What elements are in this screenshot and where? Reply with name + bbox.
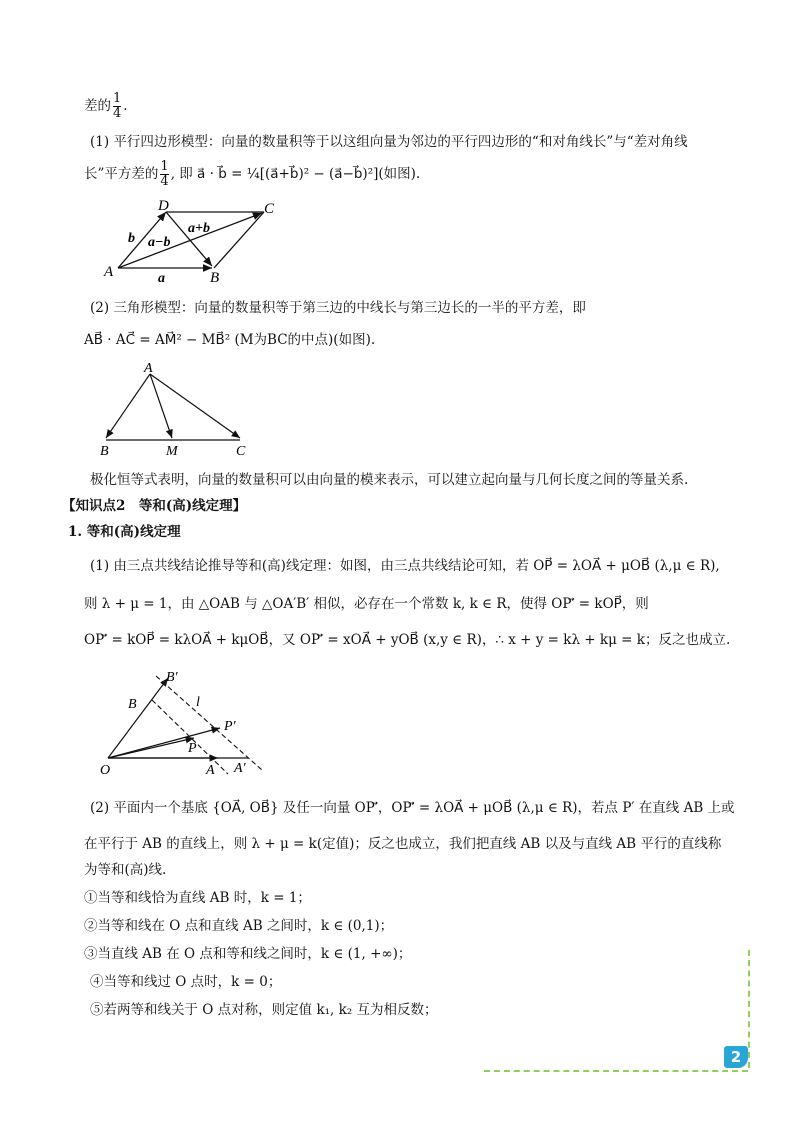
label-l: l — [196, 695, 200, 710]
label-D: D — [158, 198, 169, 214]
label-B-prime: B′ — [166, 670, 178, 685]
list-item: ③当直线 AB 在 O 点和等和线之间时，k ∈ (1, +∞)； — [84, 946, 412, 962]
frac-num: 1 — [160, 159, 169, 174]
para1b-line — [84, 160, 420, 189]
intro-line: 差的 $\frac{1}{4}$ . — [84, 91, 128, 121]
intro-text: 差的 — [84, 98, 111, 114]
label-B: B — [210, 270, 220, 286]
fraction-2 — [160, 160, 168, 189]
label-A: A — [104, 264, 114, 280]
para1: (1) 平行四边形模型：向量的数量积等于以这组向量为邻边的平行四边形的“和对角线长”与“差对角线 — [90, 134, 688, 150]
label-P-prime: P′ — [224, 719, 236, 734]
para4c: OP′⃗ = kOP⃗ = kλOA⃗ + kμOB⃗，又 OP′⃗ = xOA⃗ + yOB⃗ (x,y ∈ R)，∴ x + y = kλ + kμ = k；反之也成立. — [84, 632, 731, 648]
para5a: (2) 平面内一个基底 {OA⃗, OB⃗} 及任一向量 OP′⃗，OP′⃗ = λOA⃗ + μOB⃗ (λ,μ ∈ R)，若点 P′ 在直线 AB 上或 — [90, 800, 735, 816]
para3: 极化恒等式表明，向量的数量积可以由向量的模来表示，可以建立起向量与几何长度之间的等量关系. — [90, 472, 689, 488]
sub-heading: 1. 等和(高)线定理 — [68, 524, 181, 540]
label-b: b — [128, 231, 135, 246]
label-a-plus-b: a+b — [188, 221, 210, 236]
parallelogram-figure — [96, 196, 286, 286]
list-item: ⑤若两等和线关于 O 点对称，则定值 k₁, k₂ 互为相反数； — [90, 1002, 438, 1018]
label-P: P — [188, 741, 197, 756]
list-item: ④当等和线过 O 点时，k = 0； — [90, 974, 282, 990]
frac-den: 4 — [160, 174, 169, 189]
label-O: O — [100, 763, 111, 778]
para1b-text: 长”平方差的 — [84, 166, 159, 182]
label-C: C — [236, 444, 246, 459]
label-B: B — [128, 697, 137, 712]
label-A: A — [144, 361, 153, 376]
list-item: ①当等和线恰为直线 AB 时，k = 1； — [84, 890, 311, 906]
label-B: B — [100, 444, 109, 459]
label-A: A — [206, 763, 215, 778]
para5b: 在平行于 AB 的直线上，则 λ + μ = k(定值)；反之也成立，我们把直线 AB 以及与直线 AB 平行的直线称 — [84, 836, 722, 852]
page-border-vertical — [748, 950, 750, 1068]
section-heading: 【知识点2 等和(高)线定理】 — [62, 498, 247, 514]
para5c: 为等和(高)线. — [84, 862, 167, 878]
label-A-prime: A′ — [234, 761, 246, 776]
para2: (2) 三角形模型：向量的数量积等于第三边的中线长与第三边长的一半的平方差，即 — [90, 300, 586, 316]
formula1: , 即 a⃗ · b⃗ = ¼[(a⃗+b⃗)² − (a⃗−b⃗)²](如图). — [170, 166, 421, 182]
label-a-minus-b: a−b — [148, 235, 171, 250]
formula2: AB⃗ · AC⃗ = AM⃗² − MB⃗² (M为BC的中点)(如图). — [84, 332, 376, 348]
page-border-horizontal — [484, 1070, 748, 1072]
page-number: 2 — [724, 1046, 748, 1068]
para4b: 则 λ + μ = 1，由 △OAB 与 △OA′B′ 相似，必存在一个常数 k, k ∈ R，使得 OP′⃗ = kOP⃗，则 — [84, 596, 649, 612]
label-M: M — [166, 444, 178, 459]
frac-num: 1 — [113, 91, 122, 106]
equal-sum-figure — [96, 666, 276, 778]
label-C: C — [264, 201, 275, 217]
list-item: ②当等和线在 O 点和直线 AB 之间时，k ∈ (0,1)； — [84, 918, 394, 934]
triangle-figure — [96, 360, 256, 460]
label-a: a — [158, 271, 165, 286]
frac-den: 4 — [113, 106, 122, 121]
para4a: (1) 由三点共线结论推导等和(高)线定理：如图，由三点共线结论可知，若 OP⃗ = λOA⃗ + μOB⃗ (λ,μ ∈ R), — [90, 558, 720, 574]
fraction — [113, 92, 121, 121]
